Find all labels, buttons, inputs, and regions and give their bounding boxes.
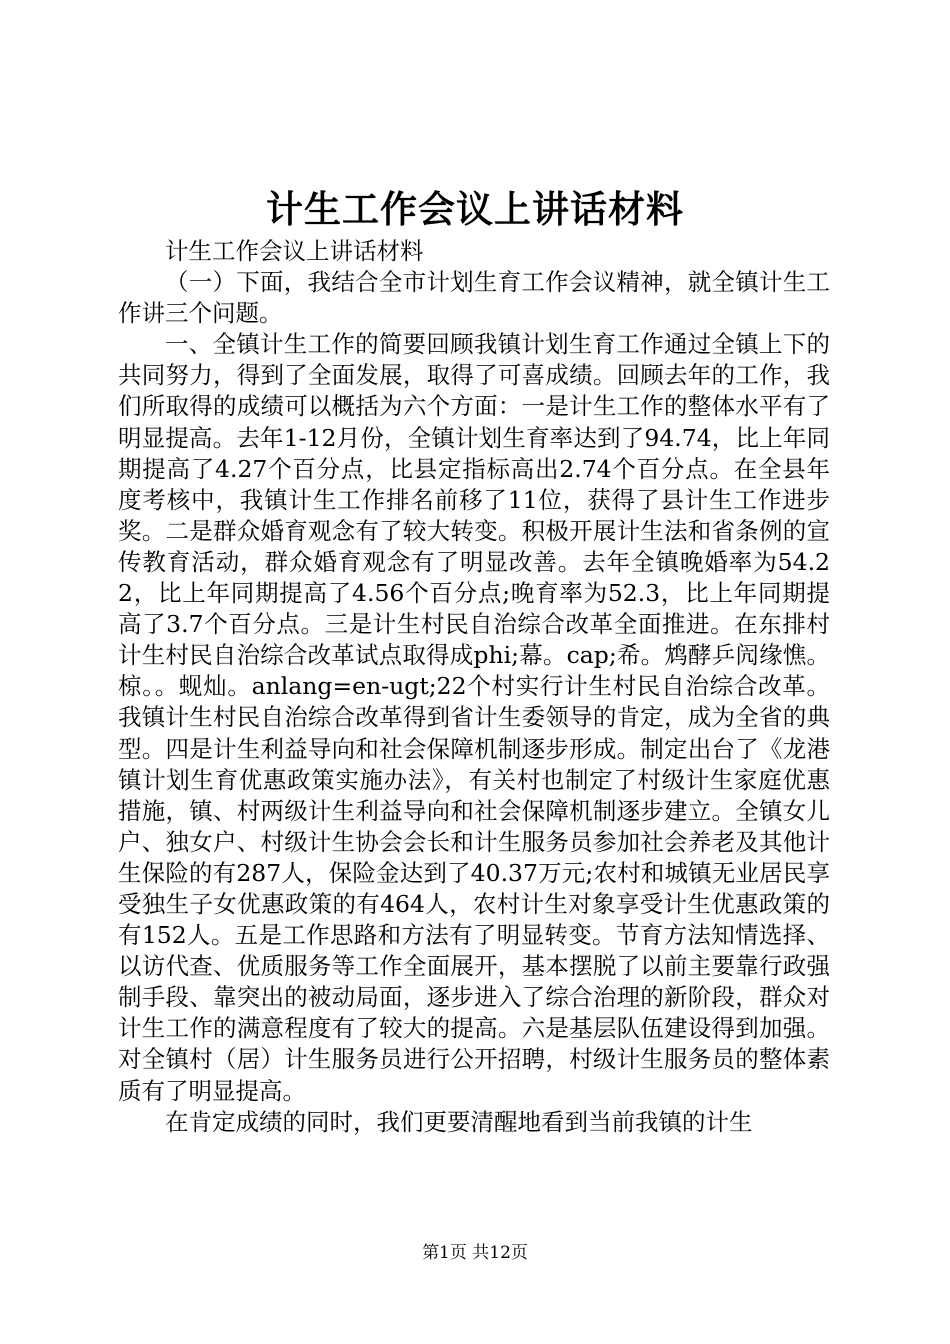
paragraph-continuation: 在肯定成绩的同时，我们更要清醒地看到当前我镇的计生 [165, 1107, 753, 1136]
paragraph-subtitle: 计生工作会议上讲话材料 [165, 237, 424, 265]
page-number-footer: 第1页 共12页 [422, 1243, 528, 1263]
document-body [118, 236, 830, 1138]
paragraph-intro: （一）下面，我结合全市计划生育工作会议精神，就全镇计生工作讲三个问题。 [118, 268, 830, 328]
document-title: 计生工作会议上讲话材料 [266, 187, 684, 231]
paragraph-review: 一、全镇计生工作的简要回顾我镇计划生育工作通过全镇上下的共同努力，得到了全面发展，取得了可喜成绩。回顾去年的工作，我们所取得的成绩可以概括为六个方面：一是计生工作的整体水平有了明显提高。去年1-12月份，全镇计划生育率达到了94.74，比上年同期提高了4.27个百分点，比县定指标高出2.74个百分点。在全县年度考核中，我镇计生工作排名前移了11位，获得了县计生工作进步奖。二是群众婚育观念有了较大转变。积极开展计生法和省条例的宣传教育活动，群众婚育观念有了明显改善。去年全镇晚婚率为54.22，比上年同期提高了4.56个百分点;晚育率为52.3，比上年同期提高了3.7个百分点。三是计生村民自治综合改革全面推进。在东排村计生村民自治综合改革试点取得成phi;幕。cap;希。鸩酵乒闶缘憔。椋。。蚬灿。anlang=en-ugt;22个村实行计生村民自治综合改革。我镇计生村民自治综合改革得到省计生委领导的肯定，成为全省的典型。四是计生利益导向和社会保障机制逐步形成。制定出台了《龙港镇计划生育优惠政策实施办法》，有关村也制定了村级计生家庭优惠措施，镇、村两级计生利益导向和社会保障机制逐步建立。全镇女儿户、独女户、村级计生协会会长和计生服务员参加社会养老及其他计生保险的有287人，保险金达到了40.37万元;农村和城镇无业居民享受独生子女优惠政策的有464人，农村计生对象享受计生优惠政策的有152人。五是工作思路和方法有了明显转变。节育方法知情选择、以访代查、优质服务等工作全面展开，基本摆脱了以前主要靠行政强制手段、靠突出的被动局面，逐步进入了综合治理的新阶段，群众对计生工作的满意程度有了较大的提高。六是基层队伍建设得到加强。对全镇村（居）计生服务员进行公开招聘，村级计生服务员的整体素质有了明显提高。 [118, 330, 830, 1105]
